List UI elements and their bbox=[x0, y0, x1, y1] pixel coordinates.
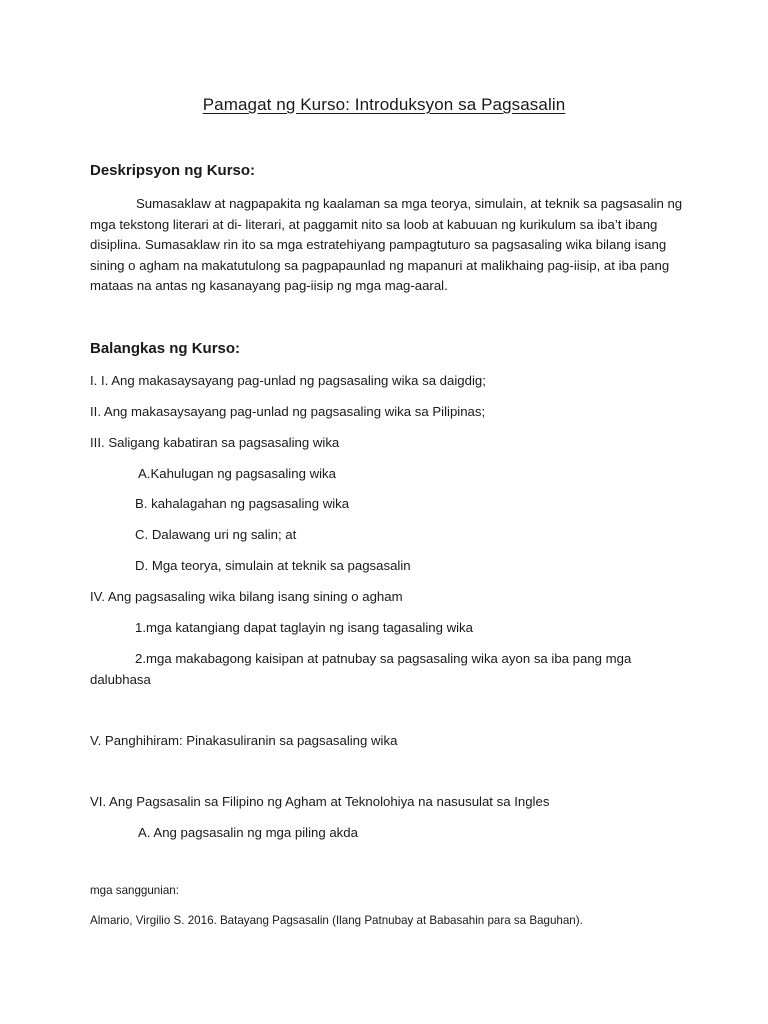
course-title: Pamagat ng Kurso: Introduksyon sa Pagsasalin bbox=[202, 95, 566, 114]
outline-item-iv: IV. Ang pagsasaling wika bilang isang sining o agham bbox=[90, 589, 403, 604]
outline-subitem-2: 2.mga makabagong kaisipan at patnubay sa pagsasaling wika ayon sa iba pang mga bbox=[135, 651, 632, 666]
outline-item-ii: II. Ang makasaysayang pag-unlad ng pagsasaling wika sa Pilipinas; bbox=[90, 404, 486, 419]
outline-subitem-b: B. kahalagahan ng pagsasaling wika bbox=[135, 496, 350, 511]
outline-heading: Balangkas ng Kurso: bbox=[90, 340, 241, 357]
references-heading: mga sanggunian: bbox=[90, 884, 179, 897]
outline-subitem-2-continuation: dalubhasa bbox=[90, 672, 151, 687]
outline-subitem-a: A.Kahulugan ng pagsasaling wika bbox=[138, 466, 336, 481]
outline-item-vi: VI. Ang Pagsasalin sa Filipino ng Agham at Teknolohiya na nasusulat sa Ingles bbox=[90, 794, 550, 809]
description-heading: Deskripsyon ng Kurso: bbox=[90, 162, 256, 179]
outline-subitem-c: C. Dalawang uri ng salin; at bbox=[135, 527, 297, 542]
outline-subitem-vi-a: A. Ang pagsasalin ng mga piling akda bbox=[138, 825, 358, 840]
outline-item-v: V. Panghihiram: Pinakasuliranin sa pagsasaling wika bbox=[90, 733, 398, 748]
outline-item-iii: III. Saligang kabatiran sa pagsasaling wika bbox=[90, 435, 340, 450]
outline-subitem-d: D. Mga teorya, simulain at teknik sa pagsasalin bbox=[135, 558, 411, 573]
reference-entry: Almario, Virgilio S. 2016. Batayang Pagsasalin (Ilang Patnubay at Babasahin para sa Baguhan). bbox=[90, 914, 583, 927]
description-paragraph: Sumasaklaw at nagpapakita ng kaalaman sa mga teorya, simulain, at teknik sa pagsasalin ng mga tekstong literari at di- literari, at paggamit nito sa loob at kabuuan ng kurikulum sa iba’t ibang disiplina. Sumasaklaw rin ito sa mga estratehiyang pampagtuturo sa pagsasaling wika bilang isang sining o agham na makatutulong sa pagpapaunlad ng mapanuri at malikhaing pag-iisip, at iba pang mataas na antas ng kasanayang pag-iisip ng mga mag-aaral. bbox=[90, 196, 683, 294]
outline-subitem-1: 1.mga katangiang dapat taglayin ng isang tagasaling wika bbox=[135, 620, 473, 635]
outline-item-i: I. I. Ang makasaysayang pag-unlad ng pagsasaling wika sa daigdig; bbox=[90, 373, 486, 388]
